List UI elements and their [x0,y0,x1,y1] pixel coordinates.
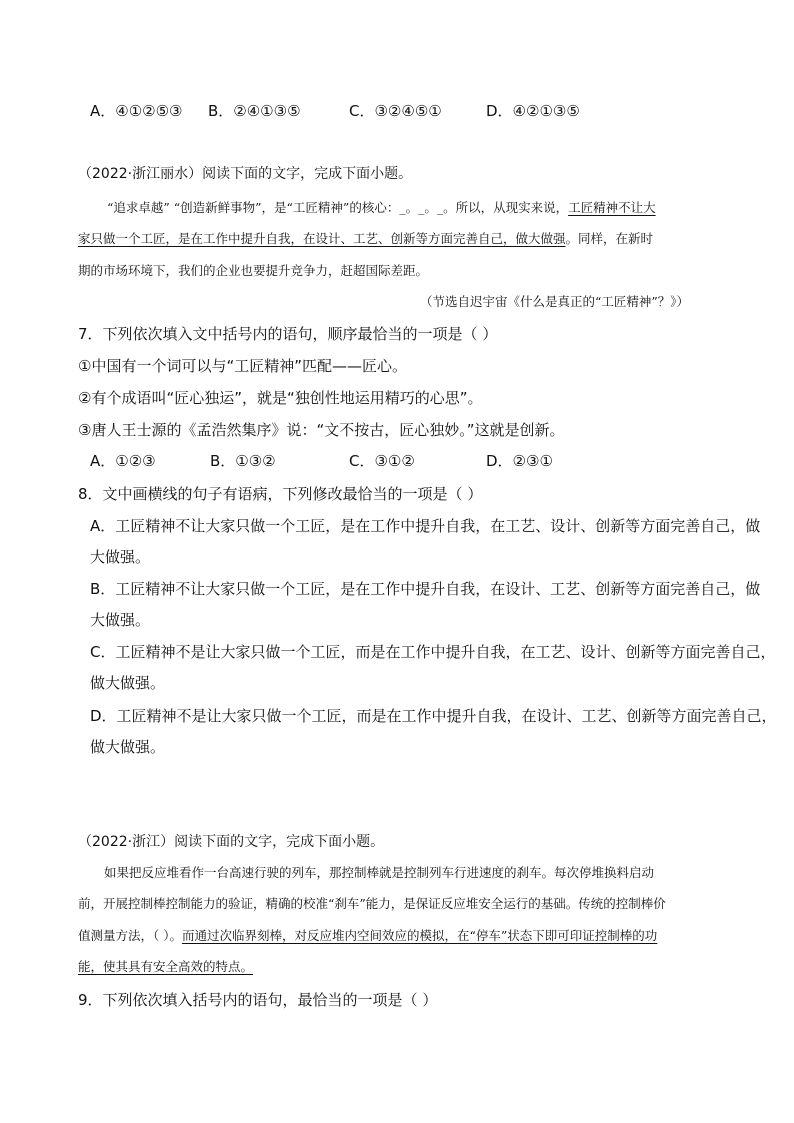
q8-option-d-line2: 做大做强。 [90,738,166,756]
passage-line1-pre: “追求卓越” “创造新鲜事物”，是“工匠精神”的核心： [107,200,400,215]
section1-header: （2022·浙江丽水）阅读下面的文字，完成下面小题。 [78,166,413,182]
q7-option-d: D．②③① [486,452,553,470]
passage-line1-mid: 所以，从现实来说， [455,200,569,215]
q8-option-b-line2: 大做强。 [90,611,151,629]
q8-option-a-line2: 大做强。 [90,548,151,566]
section2-header: （2022·浙江）阅读下面的文字，完成下面小题。 [78,834,385,850]
section2-passage-line4 [78,958,253,976]
q7-option-c: C．③①② [349,452,415,470]
q8-stem: 8．文中画横线的句子有语病，下列修改最恰当的一项是（ ） [78,485,483,503]
q8-option-a-line1: A．工匠精神不让大家只做一个工匠，是在工作中提升自我，在工艺、设计、创新等方面完善自己，做 [90,517,761,535]
passage-line1-blanks: _。_。_。 [399,200,456,215]
q7-sentence-2: ②有个成语叫“匠心独运”，就是“独创性地运用精巧的心思”。 [78,389,483,407]
section1-passage-line3: 期的市场环境下，我们的企业也要提升竞争力，赶超国际差距。 [78,263,429,278]
section2-passage-line2: 前，开展控制棒控制能力的验证，精确的校准“刹车”能力，是保证反应堆安全运行的基础。传统的控制棒价 [78,896,666,911]
q8-option-b-line1: B．工匠精神不让大家只做一个工匠，是在工作中提升自我，在设计、工艺、创新等方面完善自己，做 [90,580,761,598]
passage-line2-rest: 。同样，在新时 [565,231,654,246]
section1-passage-line2 [78,230,653,248]
passage2-line3-underlined: 而通过次临界刻棒，对反应堆内空间效应的模拟，在“停车”状态下即可印证控制棒的功 [181,928,658,943]
q7-option-a: A．①②③ [90,452,156,470]
passage2-line3-plain: 值测量方法，（ ）。 [78,928,182,943]
q6-option-b: B．②④①③⑤ [208,102,301,120]
q8-option-d-line1: D．工匠精神不是让大家只做一个工匠，而是在工作中提升自我，在设计、工艺、创新等方面完善自己， [90,707,777,725]
section1-source: （节选自迟宇宙《什么是真正的“工匠精神”？》） [420,294,690,309]
passage2-line4-underlined: 能，使其具有安全高效的特点。 [78,959,254,974]
q7-sentence-3: ③唐人王士源的《孟浩然集序》说：“文不按古，匠心独妙。”这就是创新。 [78,421,565,439]
q8-option-c-line1: C．工匠精神不是让大家只做一个工匠，而是在工作中提升自我，在工艺、设计、创新等方面完善自己， [90,643,776,661]
passage-line1-underlined: 工匠精神不让大 [568,200,656,215]
q6-option-c: C．③②④⑤① [349,102,442,120]
q6-option-d: D．④②①③⑤ [486,102,580,120]
section2-passage-line3 [78,927,657,945]
q7-stem: 7．下列依次填入文中括号内的语句，顺序最恰当的一项是（ ） [78,325,498,343]
passage-line2-underlined: 家只做一个工匠，是在工作中提升自我，在设计、工艺、创新等方面完善自己，做大做强 [78,231,566,246]
q7-sentence-1: ①中国有一个词可以与“工匠精神”匹配——匠心。 [78,357,407,375]
q7-option-b: B．①③② [210,452,276,470]
section2-passage-line1: 如果把反应堆看作一台高速行驶的列车，那控制棒就是控制列车行进速度的刹车。每次停堆换料启动 [104,865,655,880]
q8-option-c-line2: 做大做强。 [90,674,166,692]
q9-stem: 9．下列依次填入括号内的语句，最恰当的一项是（ ） [78,991,438,1009]
section1-passage-line1 [107,199,656,217]
q6-option-a: A．④①②⑤③ [90,102,183,120]
